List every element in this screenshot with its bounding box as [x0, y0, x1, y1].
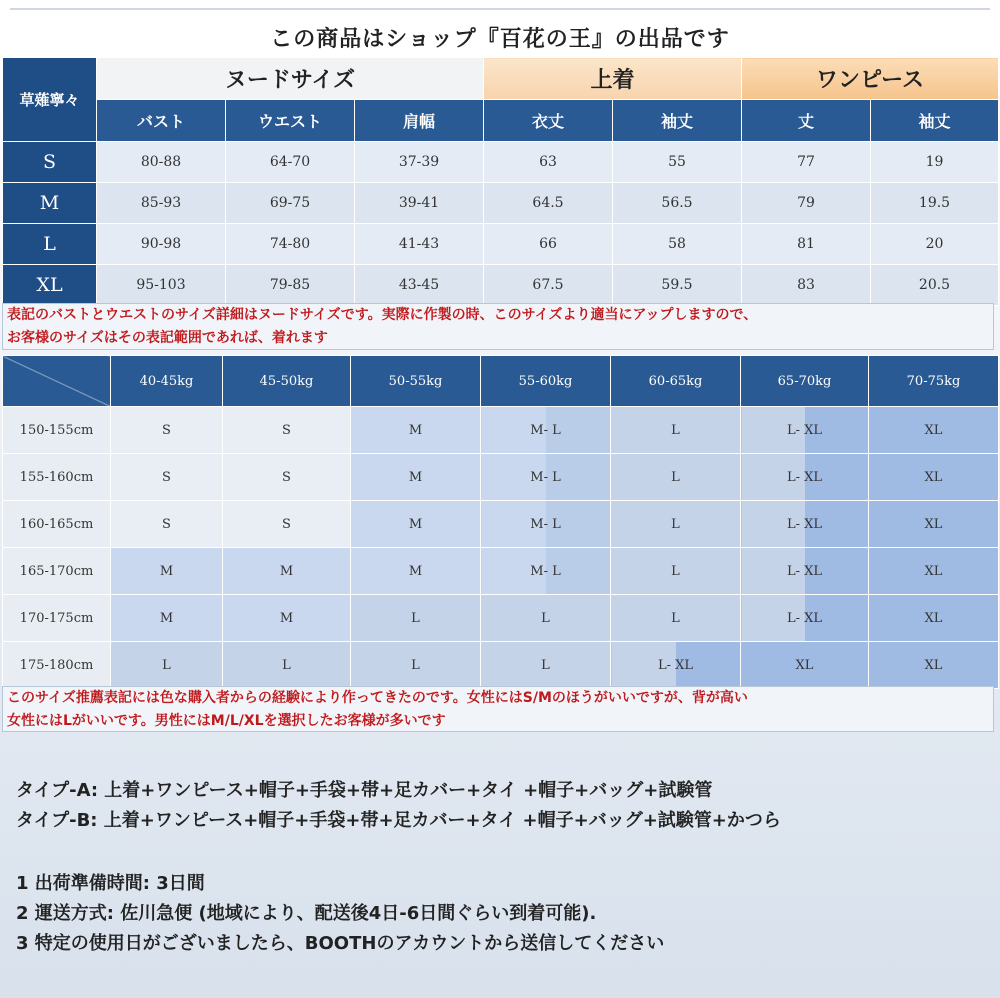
table-cell: 63 — [484, 142, 613, 183]
table-cell: 64-70 — [226, 142, 355, 183]
note-line: 表記のバストとウエストのサイズ詳細はヌードサイズです。実際に作製の時、このサイズより適当にアップしますので、 — [7, 307, 758, 323]
table-cell: 83 — [742, 265, 871, 306]
table-cell: XL — [869, 595, 999, 642]
table-cell: 64.5 — [484, 183, 613, 224]
table-row — [3, 454, 999, 501]
table-cell: XL — [869, 407, 999, 454]
group-top: 上着 — [484, 58, 742, 100]
table-cell: 58 — [613, 224, 742, 265]
table-cell: 79-85 — [226, 265, 355, 306]
table-cell: 59.5 — [613, 265, 742, 306]
table-cell: 66 — [484, 224, 613, 265]
table-cell: L — [611, 407, 741, 454]
table-cell: L- XL — [611, 642, 741, 689]
table-cell: 95-103 — [97, 265, 226, 306]
table-cell: L- XL — [741, 454, 869, 501]
row-size-label: M — [3, 183, 97, 224]
table-cell: L- XL — [741, 595, 869, 642]
weight-header: 45-50kg — [223, 356, 351, 407]
shipping-method: 2 運送方式: 佐川急便 (地域により、配送後4日-6日間ぐらい到着可能). — [16, 903, 597, 924]
table-cell: XL — [869, 454, 999, 501]
table-row — [3, 407, 999, 454]
table-cell: 80-88 — [97, 142, 226, 183]
table-cell: M — [351, 548, 481, 595]
table-cell: M — [111, 595, 223, 642]
column-header: 袖丈 — [613, 100, 742, 142]
table-row — [3, 548, 999, 595]
type-a-contents: タイプ-A: 上着+ワンピース+帽子+手袋+帯+足カバー+タイ +帽子+バッグ+試験管 — [16, 780, 713, 801]
table-cell: 90-98 — [97, 224, 226, 265]
table-cell: M — [351, 454, 481, 501]
weight-header: 70-75kg — [869, 356, 999, 407]
shipping-prep-time: 1 出荷準備時間: 3日間 — [16, 873, 205, 894]
table-cell: 37-39 — [355, 142, 484, 183]
column-header: 衣丈 — [484, 100, 613, 142]
table-cell: L — [351, 595, 481, 642]
table-row — [3, 642, 999, 689]
table-cell: 43-45 — [355, 265, 484, 306]
table-corner-label: 草薙寧々 — [3, 58, 97, 142]
weight-header: 50-55kg — [351, 356, 481, 407]
note-line: このサイズ推薦表記には色な購入者からの経験により作ってきたのです。女性にはS/Mのほうがいいですが、背が高い — [7, 690, 748, 706]
table-cell: 67.5 — [484, 265, 613, 306]
table-cell: L — [481, 595, 611, 642]
group-dress: ワンピース — [742, 58, 999, 100]
table-row — [3, 183, 999, 224]
table-cell: XL — [869, 548, 999, 595]
type-b-contents: タイプ-B: 上着+ワンピース+帽子+手袋+帯+足カバー+タイ +帽子+バッグ+試験管+かつら — [16, 810, 781, 831]
table-cell: 81 — [742, 224, 871, 265]
height-label: 160-165cm — [3, 501, 111, 548]
note-line: お客様のサイズはその表記範囲であれば、着れます — [7, 330, 328, 346]
group-nude-size: ヌードサイズ — [97, 58, 484, 100]
height-label: 165-170cm — [3, 548, 111, 595]
note-line: 女性にはLがいいです。男性にはM/L/XLを選択したお客様が多いです — [7, 713, 446, 729]
table-row — [3, 501, 999, 548]
weight-header: 40-45kg — [111, 356, 223, 407]
weight-header: 55-60kg — [481, 356, 611, 407]
table-cell: S — [223, 407, 351, 454]
column-header: 肩幅 — [355, 100, 484, 142]
table-cell: 19.5 — [871, 183, 999, 224]
size-note — [2, 303, 994, 350]
table-cell: S — [111, 407, 223, 454]
recommendation-note — [2, 686, 994, 732]
usage-date-note: 3 特定の使用日がございましたら、BOOTHのアカウントから送信してください — [16, 933, 665, 954]
table-cell: XL — [869, 501, 999, 548]
table-cell: M — [351, 501, 481, 548]
table-row — [3, 224, 999, 265]
table-cell: M- L — [481, 501, 611, 548]
size-recommendation-table — [2, 355, 999, 689]
table-cell: XL — [741, 642, 869, 689]
table-row — [3, 265, 999, 306]
column-header: 袖丈 — [871, 100, 999, 142]
table-corner — [3, 356, 111, 407]
table-cell: 74-80 — [226, 224, 355, 265]
table-cell: L — [611, 501, 741, 548]
height-label: 155-160cm — [3, 454, 111, 501]
table-cell: M — [111, 548, 223, 595]
table-cell: 41-43 — [355, 224, 484, 265]
table-cell: L- XL — [741, 501, 869, 548]
table-cell: M- L — [481, 548, 611, 595]
column-header: ウエスト — [226, 100, 355, 142]
table-cell: 77 — [742, 142, 871, 183]
table-cell: 20 — [871, 224, 999, 265]
table-cell: 69-75 — [226, 183, 355, 224]
table-cell: XL — [869, 642, 999, 689]
table-cell: S — [223, 454, 351, 501]
table-cell: 55 — [613, 142, 742, 183]
table-row — [3, 142, 999, 183]
table-cell: M — [223, 548, 351, 595]
table-cell: M- L — [481, 407, 611, 454]
row-size-label: S — [3, 142, 97, 183]
table-cell: L — [611, 548, 741, 595]
table-cell: 56.5 — [613, 183, 742, 224]
table-cell: M — [351, 407, 481, 454]
table-cell: L — [111, 642, 223, 689]
row-size-label: L — [3, 224, 97, 265]
table-cell: 19 — [871, 142, 999, 183]
table-cell: S — [111, 454, 223, 501]
table-cell: L — [351, 642, 481, 689]
column-header: バスト — [97, 100, 226, 142]
table-cell: 20.5 — [871, 265, 999, 306]
height-label: 170-175cm — [3, 595, 111, 642]
height-label: 150-155cm — [3, 407, 111, 454]
weight-header: 65-70kg — [741, 356, 869, 407]
page-title: この商品はショップ『百花の王』の出品です — [270, 27, 730, 52]
table-cell: 39-41 — [355, 183, 484, 224]
table-cell: L — [223, 642, 351, 689]
table-cell: 79 — [742, 183, 871, 224]
table-cell: L — [611, 454, 741, 501]
weight-header: 60-65kg — [611, 356, 741, 407]
table-cell: M- L — [481, 454, 611, 501]
table-cell: 85-93 — [97, 183, 226, 224]
table-cell: S — [111, 501, 223, 548]
column-header: 丈 — [742, 100, 871, 142]
height-label: 175-180cm — [3, 642, 111, 689]
size-table — [2, 57, 999, 306]
table-cell: L — [481, 642, 611, 689]
top-divider — [10, 8, 990, 10]
table-row — [3, 595, 999, 642]
table-cell: L- XL — [741, 407, 869, 454]
table-cell: S — [223, 501, 351, 548]
row-size-label: XL — [3, 265, 97, 306]
table-cell: L — [611, 595, 741, 642]
table-cell: L- XL — [741, 548, 869, 595]
table-cell: M — [223, 595, 351, 642]
